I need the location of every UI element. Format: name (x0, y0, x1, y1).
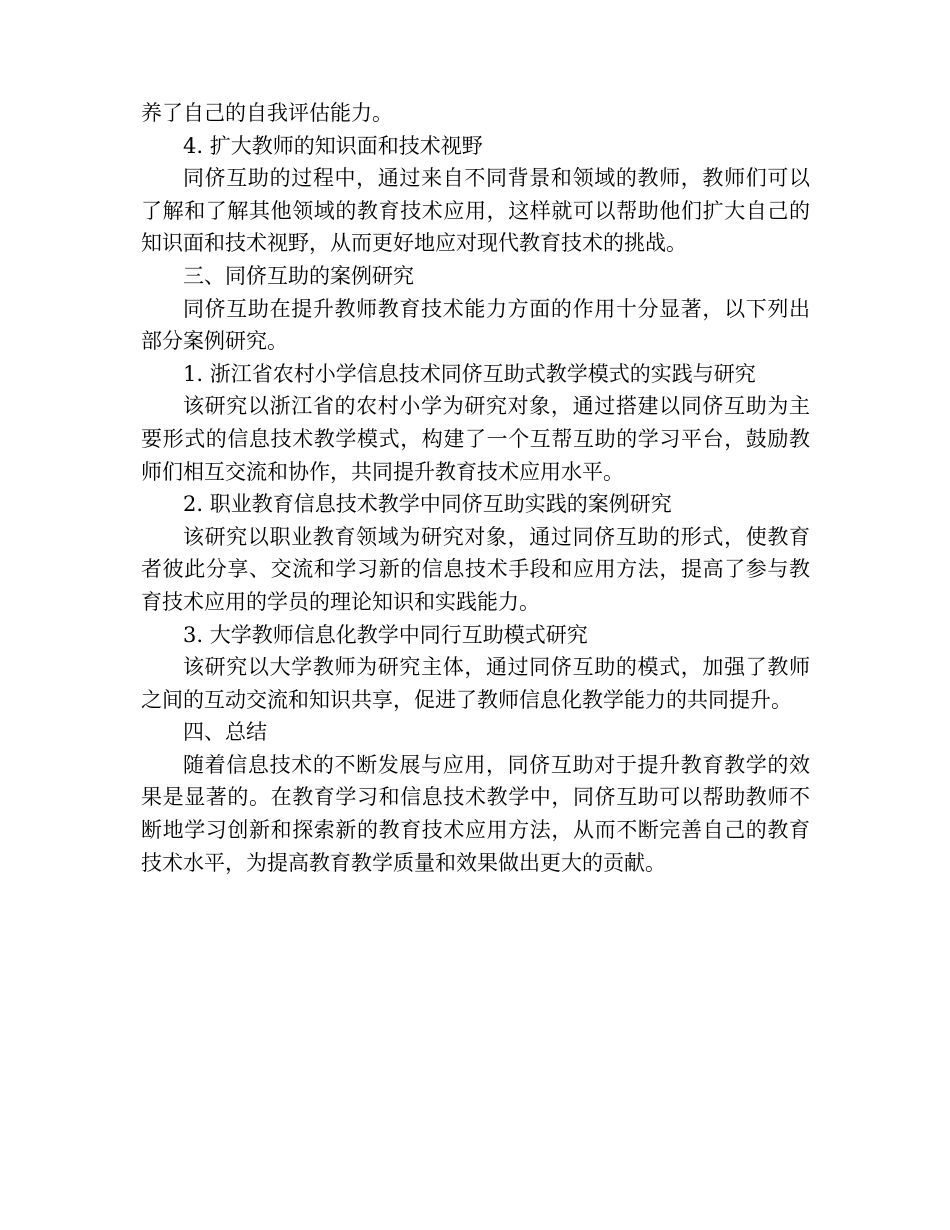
heading-case-studies: 三、同侪互助的案例研究 (183, 263, 414, 288)
heading-case-2: 2. 职业教育信息技术教学中同侪互助实践的案例研究 (183, 492, 672, 517)
heading-case-3: 3. 大学教师信息化教学中同行互助模式研究 (183, 622, 588, 647)
paragraph-summary: 随着信息技术的不断发展与应用，同侪互助对于提升教育教学的效果是显著的。在教育学习和信息技术教学中，同侪互助可以帮助教师不断地学习创新和探索新的教育技术应用方法，从而不断完善自己的教育技术水平，为提高教育教学质量和效果做出更大的贡献。 (141, 752, 810, 875)
paragraph-case-studies-intro: 同侪互助在提升教师教育技术能力方面的作用十分显著，以下列出部分案例研究。 (141, 296, 810, 354)
paragraph-case-2: 该研究以职业教育领域为研究对象，通过同侪互助的形式，使教育者彼此分享、交流和学习新的信息技术手段和应用方法，提高了参与教育技术应用的学员的理论知识和实践能力。 (141, 524, 810, 614)
heading-case-1: 1. 浙江省农村小学信息技术同侪互助式教学模式的实践与研究 (183, 361, 756, 386)
paragraph-continuation: 养了自己的自我评估能力。 (141, 101, 393, 125)
heading-summary: 四、总结 (183, 720, 267, 745)
paragraph-case-3: 该研究以大学教师为研究主体，通过同侪互助的模式，加强了教师之间的互动交流和知识共享，促进了教师信息化教学能力的共同提升。 (141, 655, 810, 712)
paragraph-case-1: 该研究以浙江省的农村小学为研究对象，通过搭建以同侪互助为主要形式的信息技术教学模式，构建了一个互帮互助的学习平台，鼓励教师们相互交流和协作，共同提升教育技术应用水平。 (141, 394, 810, 484)
paragraph-expand-knowledge: 同侪互助的过程中，通过来自不同背景和领域的教师，教师们可以了解和了解其他领域的教育技术应用，这样就可以帮助他们扩大自己的知识面和技术视野，从而更好地应对现代教育技术的挑战。 (141, 166, 810, 256)
heading-expand-knowledge: 4. 扩大教师的知识面和技术视野 (183, 133, 483, 158)
